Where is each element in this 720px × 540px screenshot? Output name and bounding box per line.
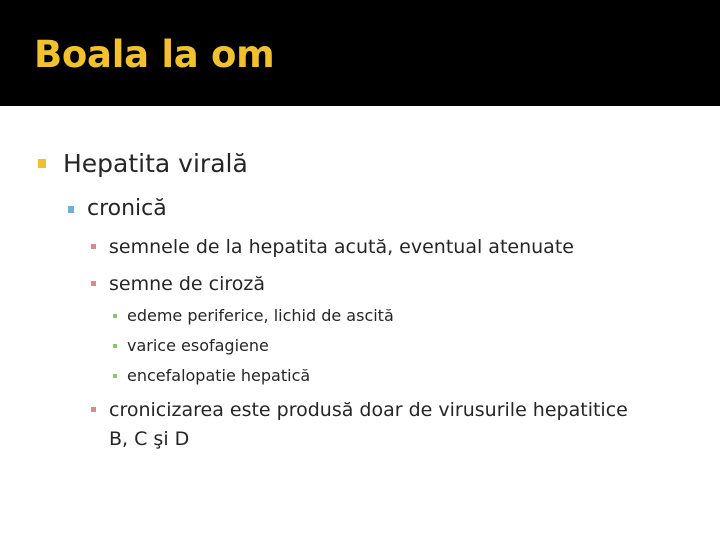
square-bullet-icon	[113, 314, 117, 318]
square-bullet-icon	[38, 159, 46, 168]
bullet-text: Hepatita virală	[63, 149, 248, 178]
square-bullet-icon	[91, 407, 96, 412]
bullet-text: varice esofagiene	[127, 336, 269, 355]
bullet-text: encefalopatie hepatică	[127, 366, 311, 385]
bullet-text: semne de ciroză	[109, 273, 266, 295]
slide-title: Boala la om	[34, 33, 275, 76]
square-bullet-icon	[91, 281, 96, 286]
bullet-text: cronică	[87, 196, 167, 221]
bullet-text: edeme periferice, lichid de ascită	[127, 306, 394, 325]
bullet-text: cronicizarea este produsă doar de virusurile hepatitice	[109, 399, 628, 421]
square-bullet-icon	[91, 244, 96, 249]
bullet-text-continuation: B, C şi D	[109, 428, 190, 450]
bullet-text: semnele de la hepatita acută, eventual atenuate	[109, 236, 574, 258]
square-bullet-icon	[113, 344, 117, 348]
square-bullet-icon	[113, 374, 117, 378]
square-bullet-icon	[68, 206, 74, 213]
